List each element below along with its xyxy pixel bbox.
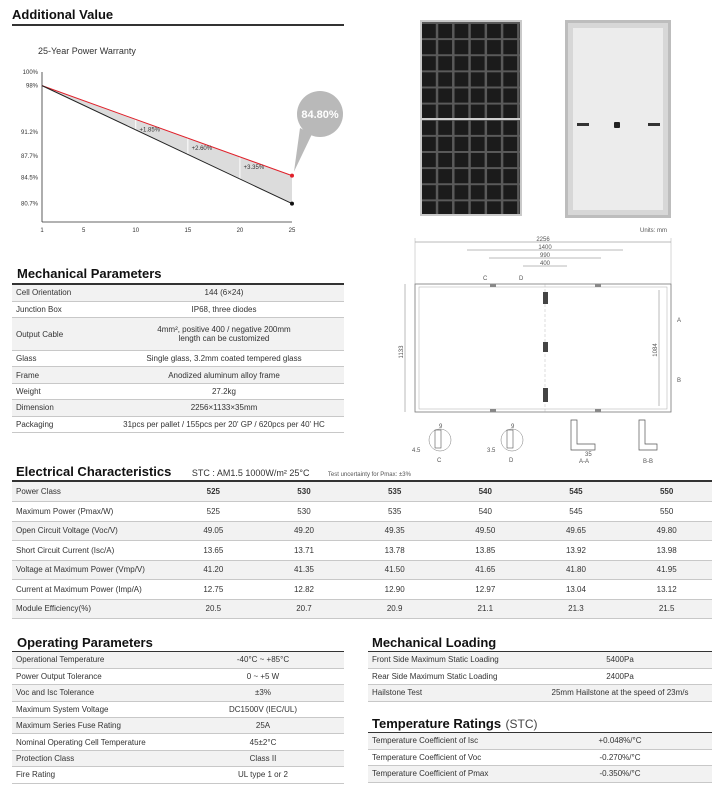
value-cell: 41.95 bbox=[621, 560, 712, 580]
row-label: Glass bbox=[12, 351, 104, 367]
row-value: +0.048%/°C bbox=[528, 733, 712, 749]
temperature-row bbox=[368, 749, 712, 765]
row-value: 25A bbox=[182, 718, 344, 734]
operating-row bbox=[12, 734, 344, 750]
row-label: Junction Box bbox=[12, 301, 104, 317]
row-value: 2400Pa bbox=[528, 668, 712, 684]
mechanical-row bbox=[12, 416, 344, 432]
value-cell: 525 bbox=[168, 502, 259, 522]
dimension-label: D bbox=[519, 276, 524, 282]
x-tick-label: 1 bbox=[40, 228, 44, 234]
value-cell: 13.65 bbox=[168, 541, 259, 561]
badge-pointer bbox=[294, 128, 312, 172]
value-cell: 12.75 bbox=[168, 580, 259, 600]
badge-value: 84.80% bbox=[301, 109, 339, 121]
row-label: Rear Side Maximum Static Loading bbox=[368, 668, 528, 684]
value-cell: 20.5 bbox=[168, 599, 259, 619]
value-cell: 41.35 bbox=[259, 560, 350, 580]
value-cell: 41.20 bbox=[168, 560, 259, 580]
temperature-ratings-table bbox=[368, 733, 712, 783]
dimension-label: A-A bbox=[579, 459, 590, 465]
row-label: Maximum Series Fuse Rating bbox=[12, 718, 182, 734]
value-cell: 13.04 bbox=[531, 580, 622, 600]
row-label: Voltage at Maximum Power (Vmp/V) bbox=[12, 560, 168, 580]
y-tick-label: 84.5% bbox=[20, 175, 38, 182]
row-label: Temperature Coefficient of Pmax bbox=[368, 766, 528, 782]
row-value: Single glass, 3.2mm coated tempered glass bbox=[104, 351, 344, 367]
row-label: Frame bbox=[12, 367, 104, 383]
row-label: Temperature Coefficient of Voc bbox=[368, 749, 528, 765]
value-cell: 21.1 bbox=[440, 599, 531, 619]
mechanical-row bbox=[12, 351, 344, 367]
power-class-cell: 525 bbox=[168, 482, 259, 502]
mechanical-row bbox=[12, 367, 344, 383]
y-tick-label: 80.7% bbox=[20, 201, 38, 208]
value-cell: 545 bbox=[531, 502, 622, 522]
power-class-cell: 550 bbox=[621, 482, 712, 502]
row-label: Power Output Tolerance bbox=[12, 668, 182, 684]
mechanical-parameters-title: Mechanical Parameters bbox=[17, 266, 162, 281]
power-class-cell: 535 bbox=[349, 482, 440, 502]
y-tick-label: 100% bbox=[22, 70, 38, 76]
row-label: Module Efficiency(%) bbox=[12, 599, 168, 619]
dimension-label: 4.5 bbox=[412, 448, 421, 454]
value-cell: 540 bbox=[440, 502, 531, 522]
row-label: Packaging bbox=[12, 416, 104, 432]
electrical-row bbox=[12, 599, 712, 619]
mechanical-parameters-table bbox=[12, 285, 344, 433]
value-cell: 12.90 bbox=[349, 580, 440, 600]
operating-row bbox=[12, 750, 344, 766]
value-cell: 49.20 bbox=[259, 521, 350, 541]
row-value: ±3% bbox=[182, 685, 344, 701]
row-value: Class II bbox=[182, 750, 344, 766]
dimension-label: 9 bbox=[511, 424, 515, 430]
electrical-row bbox=[12, 580, 712, 600]
mechanical-loading-table bbox=[368, 652, 712, 702]
row-value: 0 ~ +5 W bbox=[182, 668, 344, 684]
operating-row bbox=[12, 668, 344, 684]
row-value: UL type 1 or 2 bbox=[182, 767, 344, 783]
increase-callout: +1.85% bbox=[139, 127, 161, 134]
electrical-row bbox=[12, 521, 712, 541]
increase-callout: +3.35% bbox=[243, 164, 265, 171]
dimension-label: 2256 bbox=[536, 237, 550, 243]
row-label: Protection Class bbox=[12, 750, 182, 766]
y-tick-label: 98% bbox=[25, 83, 38, 90]
power-class-cell: 545 bbox=[531, 482, 622, 502]
row-value: 31pcs per pallet / 155pcs per 20' GP / 620pcs per 40' HC bbox=[104, 416, 344, 432]
row-value: 5400Pa bbox=[528, 652, 712, 668]
row-value: 27.2kg bbox=[104, 383, 344, 399]
value-cell: 13.71 bbox=[259, 541, 350, 561]
power-class-cell: 530 bbox=[259, 482, 350, 502]
row-value-line: length can be customized bbox=[178, 334, 270, 344]
loading-row bbox=[368, 685, 712, 701]
row-label: Power Class bbox=[12, 482, 168, 502]
row-value-line: 4mm², positive 400 / negative 200mm bbox=[157, 325, 291, 335]
dimension-label: 990 bbox=[539, 253, 551, 259]
row-value: -40°C ~ +85°C bbox=[182, 652, 344, 668]
loading-row bbox=[368, 652, 712, 668]
x-tick-label: 20 bbox=[236, 228, 244, 234]
mechanical-row bbox=[12, 318, 344, 351]
value-cell: 20.9 bbox=[349, 599, 440, 619]
temperature-row bbox=[368, 766, 712, 782]
row-value: 25mm Hailstone at the speed of 23m/s bbox=[528, 685, 712, 701]
dimension-label: 1400 bbox=[538, 245, 552, 251]
y-tick-label: 87.7% bbox=[20, 153, 38, 160]
row-value: Anodized aluminum alloy frame bbox=[104, 367, 344, 383]
x-tick-label: 5 bbox=[81, 228, 86, 234]
module-front-image bbox=[420, 20, 522, 216]
electrical-header bbox=[16, 463, 411, 481]
title-rule bbox=[12, 24, 344, 26]
dimension-label: C bbox=[437, 458, 442, 464]
row-value: 45±2°C bbox=[182, 734, 344, 750]
row-label: Maximum Power (Pmax/W) bbox=[12, 502, 168, 522]
mechanical-loading-title: Mechanical Loading bbox=[372, 635, 497, 650]
power-class-cell: 540 bbox=[440, 482, 531, 502]
value-cell: 49.80 bbox=[621, 521, 712, 541]
value-cell: 20.7 bbox=[259, 599, 350, 619]
dimension-label: 1133 bbox=[399, 345, 405, 359]
electrical-row bbox=[12, 541, 712, 561]
row-label: Hailstone Test bbox=[368, 685, 528, 701]
operating-row bbox=[12, 718, 344, 734]
temperature-header bbox=[372, 715, 538, 733]
stc-conditions: STC : AM1.5 1000W/m² 25°C bbox=[191, 468, 310, 478]
temperature-ratings-title: Temperature Ratings bbox=[372, 716, 502, 731]
value-cell: 21.3 bbox=[531, 599, 622, 619]
dimension-label: D bbox=[509, 458, 514, 464]
series-line-bottom bbox=[42, 86, 292, 204]
power-class-row bbox=[12, 482, 712, 502]
electrical-table bbox=[12, 482, 712, 619]
row-value: 2256×1133×35mm bbox=[104, 400, 344, 416]
value-cell: 49.65 bbox=[531, 521, 622, 541]
dimension-drawing bbox=[395, 232, 715, 467]
value-cell: 13.12 bbox=[621, 580, 712, 600]
loading-row bbox=[368, 668, 712, 684]
row-label: Dimension bbox=[12, 400, 104, 416]
row-label: Current at Maximum Power (Imp/A) bbox=[12, 580, 168, 600]
temperature-ratings-suffix: (STC) bbox=[505, 717, 538, 731]
y-tick-label: 91.2% bbox=[20, 130, 38, 136]
value-cell: 21.5 bbox=[621, 599, 712, 619]
row-value bbox=[104, 318, 344, 351]
value-cell: 13.78 bbox=[349, 541, 440, 561]
mechanical-row bbox=[12, 301, 344, 317]
warranty-chart bbox=[12, 62, 352, 242]
value-cell: 41.65 bbox=[440, 560, 531, 580]
mechanical-row bbox=[12, 383, 344, 399]
value-cell: 41.50 bbox=[349, 560, 440, 580]
row-label: Maximum System Voltage bbox=[12, 701, 182, 717]
value-cell: 13.92 bbox=[531, 541, 622, 561]
mechanical-row bbox=[12, 400, 344, 416]
value-cell: 49.50 bbox=[440, 521, 531, 541]
endpoint-top bbox=[290, 174, 294, 178]
row-label: Fire Rating bbox=[12, 767, 182, 783]
x-tick-label: 10 bbox=[132, 228, 140, 234]
value-cell: 530 bbox=[259, 502, 350, 522]
electrical-row bbox=[12, 502, 712, 522]
dimension-label: C bbox=[483, 276, 488, 282]
row-label: Nominal Operating Cell Temperature bbox=[12, 734, 182, 750]
row-label: Cell Orientation bbox=[12, 285, 104, 301]
row-label: Output Cable bbox=[12, 318, 104, 351]
dimension-label: A bbox=[677, 318, 682, 324]
row-label: Front Side Maximum Static Loading bbox=[368, 652, 528, 668]
warranty-title: 25-Year Power Warranty bbox=[38, 46, 136, 56]
row-value: DC1500V (IEC/UL) bbox=[182, 701, 344, 717]
value-cell: 49.35 bbox=[349, 521, 440, 541]
row-value: -0.270%/°C bbox=[528, 749, 712, 765]
value-cell: 12.97 bbox=[440, 580, 531, 600]
row-value: 144 (6×24) bbox=[104, 285, 344, 301]
dimension-label: 3.5 bbox=[487, 448, 496, 454]
operating-row bbox=[12, 652, 344, 668]
mechanical-row bbox=[12, 285, 344, 301]
x-tick-label: 15 bbox=[184, 228, 192, 234]
dimension-label: 9 bbox=[439, 424, 443, 430]
test-uncertainty-note: Test uncertainty for Pmax: ±3% bbox=[327, 472, 411, 478]
increase-callout: +2.60% bbox=[191, 146, 213, 153]
electrical-title: Electrical Characteristics bbox=[16, 464, 172, 479]
value-cell: 13.98 bbox=[621, 541, 712, 561]
dimension-label: B-B bbox=[643, 459, 654, 465]
row-label: Open Circuit Voltage (Voc/V) bbox=[12, 521, 168, 541]
value-cell: 41.80 bbox=[531, 560, 622, 580]
additional-value-title: Additional Value bbox=[12, 7, 114, 22]
row-label: Weight bbox=[12, 383, 104, 399]
row-label: Short Circuit Current (Isc/A) bbox=[12, 541, 168, 561]
dimension-label: B bbox=[677, 378, 682, 384]
row-label: Voc and Isc Tolerance bbox=[12, 685, 182, 701]
operating-row bbox=[12, 767, 344, 783]
electrical-row bbox=[12, 560, 712, 580]
x-tick-label: 25 bbox=[288, 228, 296, 234]
operating-parameters-table bbox=[12, 652, 344, 784]
row-label: Temperature Coefficient of Isc bbox=[368, 733, 528, 749]
units-label: Units: mm bbox=[640, 228, 667, 234]
value-cell: 13.85 bbox=[440, 541, 531, 561]
row-label: Operational Temperature bbox=[12, 652, 182, 668]
temperature-row bbox=[368, 733, 712, 749]
dimension-label: 1084 bbox=[653, 343, 659, 357]
endpoint-bottom bbox=[290, 202, 294, 206]
series-line-top bbox=[42, 86, 292, 176]
dimension-label: 400 bbox=[539, 261, 551, 267]
value-cell: 550 bbox=[621, 502, 712, 522]
value-cell: 12.82 bbox=[259, 580, 350, 600]
value-cell: 535 bbox=[349, 502, 440, 522]
dimension-label: 35 bbox=[585, 452, 592, 458]
row-value: -0.350%/°C bbox=[528, 766, 712, 782]
operating-row bbox=[12, 685, 344, 701]
module-back-image bbox=[565, 20, 671, 218]
row-value: IP68, three diodes bbox=[104, 301, 344, 317]
operating-row bbox=[12, 701, 344, 717]
operating-parameters-title: Operating Parameters bbox=[17, 635, 153, 650]
value-cell: 49.05 bbox=[168, 521, 259, 541]
